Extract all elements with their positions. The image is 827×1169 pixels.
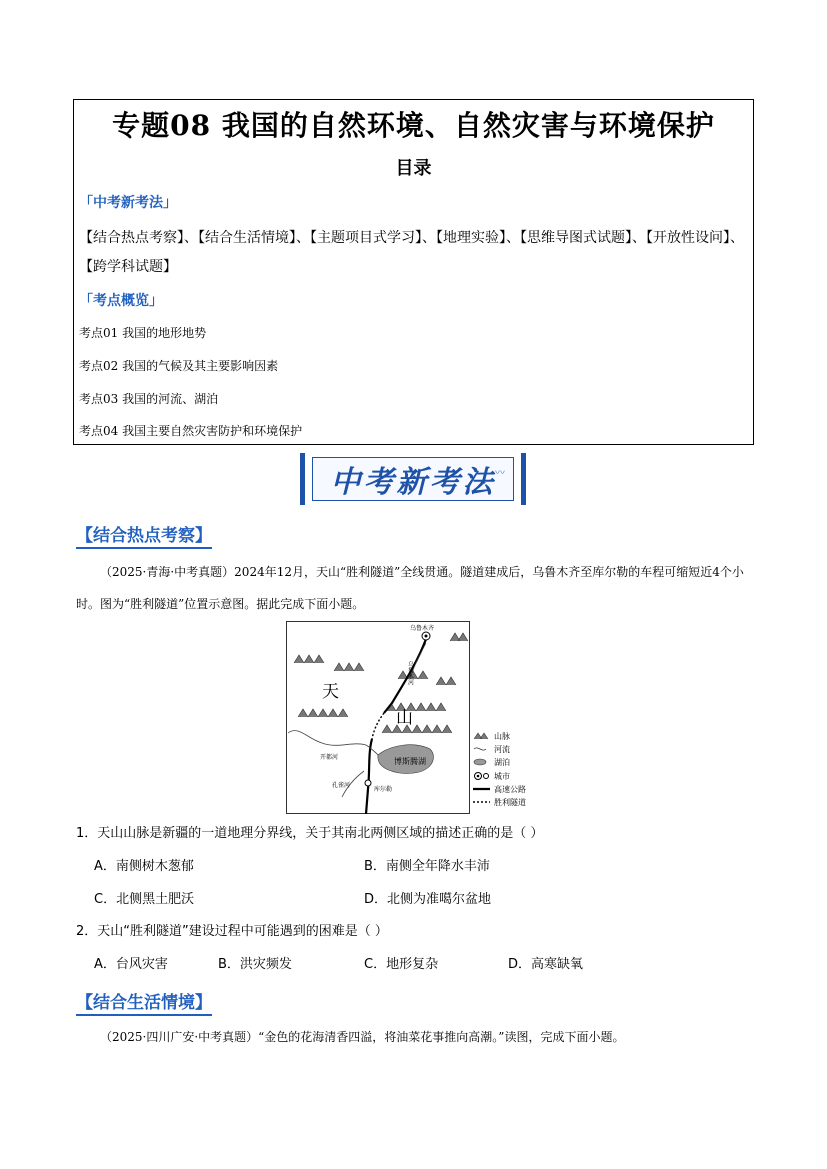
overview-heading: 「考点概览」	[79, 293, 163, 309]
banner-text: 中考新考法	[330, 465, 496, 500]
q2-option-a[interactable]: A．台风灾害	[94, 957, 168, 972]
q2-option-d[interactable]: D．高寒缺氧	[508, 957, 584, 972]
question-intro-qinghai: （2025·青海·中考真题）2024年12月，天山“胜利隧道”全线贯通。隧道建成后，乌鲁木齐至库尔勒的车程可缩短近4个小时。图为“胜利隧道”位置示意图。据此完成下面小题。	[76, 565, 744, 611]
tian-label: 天	[322, 682, 339, 702]
kongque-label: 孔雀河	[332, 782, 351, 789]
banner-left-bar	[300, 453, 305, 505]
legend-river-icon	[474, 748, 486, 750]
question-type-tags: 【结合热点考察】、【结合生活情境】、【主题项目式学习】、【地理实验】、【思维导图式试题】、【开放性设问】、【跨学科试题】	[79, 230, 744, 275]
q2-option-b[interactable]: B．洪灾频发	[218, 957, 292, 972]
river-label: 乌鲁木河	[406, 661, 414, 685]
q1-option-d[interactable]: D．北侧为准噶尔盆地	[364, 892, 492, 907]
map-legend	[473, 731, 526, 807]
section-heading-life-context: 【结合生活情境】	[76, 988, 212, 1016]
legend-mountain-icon	[474, 733, 488, 739]
map-frame	[287, 622, 470, 814]
legend-mountain: 山脉	[494, 732, 510, 741]
toc-point-1[interactable]: 考点01 我国的地形地势	[79, 326, 207, 340]
toc-point-3[interactable]: 考点03 我国的河流、湖泊	[79, 392, 219, 406]
page-title: 专题08 我国的自然环境、自然灾害与环境保护	[112, 109, 715, 142]
legend-lake-icon	[474, 759, 486, 765]
korla-city-marker	[365, 780, 371, 786]
banner-frame	[312, 457, 514, 501]
q1-option-c[interactable]: C．北侧黑土肥沃	[94, 892, 195, 907]
shan-label: 山	[396, 708, 413, 728]
legend-river: 河流	[494, 745, 510, 754]
legend-tunnel: 胜利隧道	[494, 798, 526, 807]
korla-label: 库尔勒	[374, 786, 393, 793]
banner-right-bar	[521, 453, 526, 505]
q2-option-c[interactable]: C．地形复杂	[364, 957, 439, 972]
q1-option-b[interactable]: B．南侧全年降水丰沛	[364, 859, 490, 874]
legend-expressway: 高速公路	[494, 785, 526, 794]
toc-point-4[interactable]: 考点04 我国主要自然灾害防护和环境保护	[79, 424, 303, 438]
toc-point-2[interactable]: 考点02 我国的气候及其主要影响因素	[79, 359, 279, 373]
question-1-stem: 1．天山山脉是新疆的一道地理分界线，关于其南北两侧区域的描述正确的是（ ）	[76, 826, 544, 841]
exam-new-heading: 「中考新考法」	[79, 195, 177, 211]
exam-new-banner	[300, 453, 526, 505]
kaidu-label: 开都河	[320, 754, 339, 761]
legend-lake: 湖泊	[494, 758, 510, 767]
section-heading-hot-topics: 【结合热点考察】	[76, 521, 212, 549]
question-2-stem: 2．天山“胜利隧道”建设过程中可能遇到的困难是（ ）	[76, 924, 388, 939]
question-intro-sichuan: （2025·四川广安·中考真题）“金色的花海清香四溢，将油菜花事推向高潮。”读图，完成下面小题。	[100, 1030, 625, 1044]
wave-icon: 〰	[495, 468, 505, 479]
lake-label: 博斯腾湖	[394, 757, 426, 766]
toc-title: 目录	[395, 158, 432, 179]
q1-option-a[interactable]: A．南侧树木葱郁	[94, 859, 194, 874]
toc-box	[73, 99, 754, 445]
tunnel-location-map	[286, 621, 546, 814]
legend-city: 城市	[494, 772, 510, 781]
urumqi-label: 乌鲁木齐	[410, 625, 435, 632]
